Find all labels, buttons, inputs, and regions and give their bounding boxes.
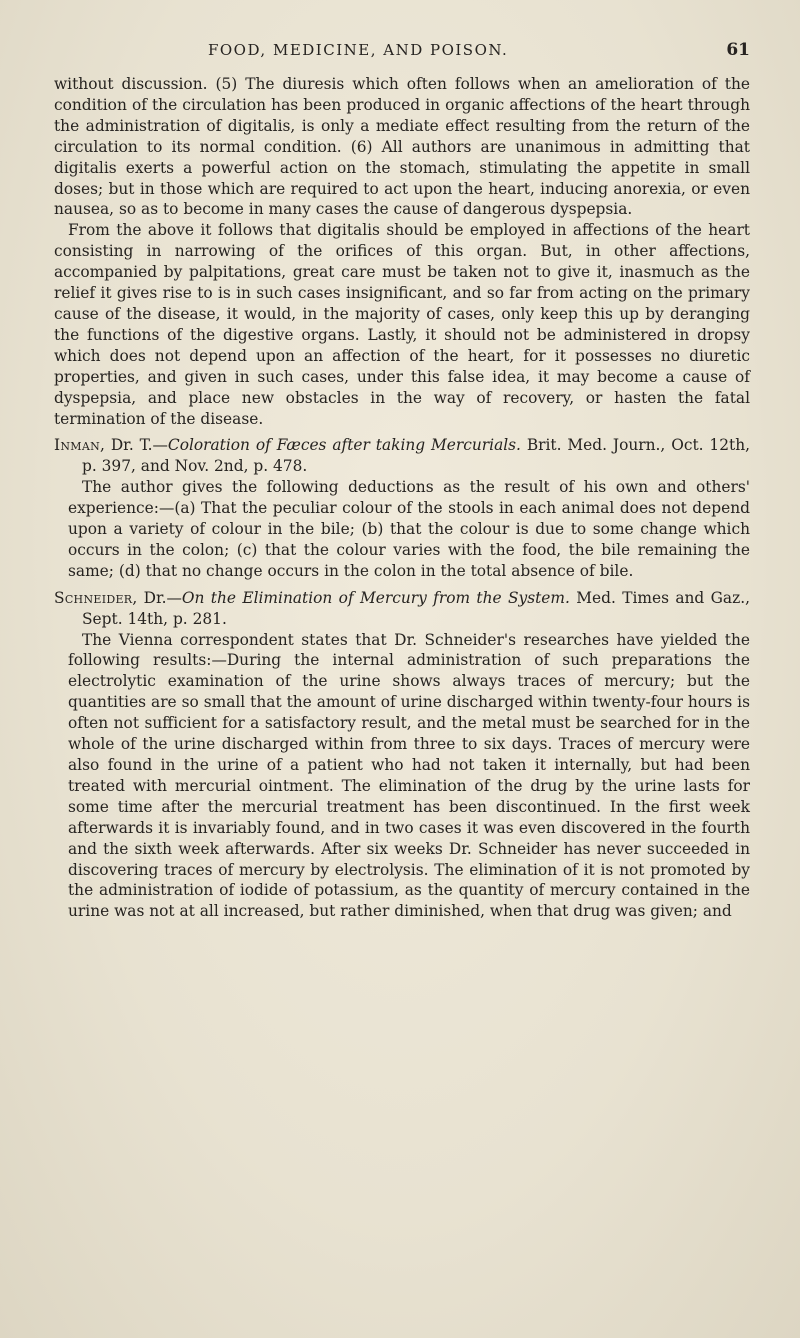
entry-citation-suffix: Brit. Med. Journ., Oct. 12th, p. 397, and Nov. 2nd, p. 478. [82, 436, 750, 476]
body-text [54, 74, 750, 922]
page-number: 61 [726, 40, 750, 60]
entry-citation-prefix: , Dr. T.— [100, 436, 168, 455]
paragraph: From the above it follows that digitalis should be employed in affections of the heart consisting in narrowing of the orifices of this organ. But, in other affections, accompanied by palpitations, great care must be taken not to give it, inasmuch as the relief it gives rise to is in such cases insignificant, and so far from acting on the primary cause of the disease, it would, in the majority of cases, only keep this up by deranging the functions of the digestive organs. Lastly, it should not be administered in dropsy which does not depend upon an affection of the heart, for it possesses no diuretic properties, and given in such cases, under this false idea, it may become a cause of dyspepsia, and place new obstacles in the way of recovery, or hasten the fatal termination of the disease. [54, 221, 750, 428]
entry-body [54, 477, 750, 582]
paragraph: without discussion. (5) The diuresis which often follows when an amelioration of the condition of the circulation has been produced in organic affections of the heart through the administration of digitalis, is only a mediate effect resulting from the return of the circulation to its normal condition. (6) All authors are unanimous in admitting that digitalis exerts a powerful action on the stomach, stimulating the appetite in small doses; but in those which are required to act upon the heart, inducing anorexia, or even nausea, so as to become in many cases the cause of dangerous dyspepsia. [54, 75, 750, 219]
bibliography-entry-schneider [54, 588, 750, 923]
entry-author: Inman [54, 436, 101, 455]
entry-body [54, 630, 750, 923]
entry-citation-suffix: Med. Times and Gaz., Sept. 14th, p. 281. [82, 588, 750, 628]
entry-paragraph: The Vienna correspondent states that Dr. Schneider's researches have yielded the following results:—During the internal administration of such preparations the electrolytic examination of the urine shows always traces of mercury; but the quantities are so small that the amount of urine discharged within twenty-four hours is often not sufficient for a satisfactory result, and the metal must be searched for in the whole of the urine discharged within from three to six days. Traces of mercury were also found in the urine of a patient who had not taken it internally, but had been treated with mercurial ointment. The elimination of the drug by the urine lasts for some time after the mercurial treatment has been discontinued. In the first week afterwards it is invariably found, and in two cases it was even discovered in the fourth and the sixth week afterwards. After six weeks Dr. Schneider has never succeeded in discovering traces of mercury by electrolysis. The elimination of it is not promoted by the administration of iodide of potassium, as the quantity of mercury contained in the urine was not at all increased, but rather diminished, when that drug was given; and [68, 630, 750, 921]
entry-citation [54, 588, 750, 630]
entry-author: Schneider [54, 588, 133, 607]
entry-title: Coloration of Fæces after taking Mercurials. [167, 436, 521, 455]
entry-paragraph: The author gives the following deductions as the result of his own and others' experience:—(a) That the peculiar colour of the stools in each animal does not depend upon a variety of colour in the bile; (b) that the colour is due to some change which occurs in the colon; (c) that the colour varies with the food, the bile remaining the same; (d) that no change occurs in the colon in the total absence of bile. [68, 478, 750, 580]
bibliography-entry-inman [54, 435, 750, 581]
entry-citation [54, 435, 750, 477]
entry-citation-prefix: , Dr.— [132, 588, 182, 607]
entry-title: On the Elimination of Mercury from the System. [181, 588, 570, 607]
running-head [54, 40, 750, 66]
running-title: FOOD, MEDICINE, AND POISON. [207, 41, 509, 59]
